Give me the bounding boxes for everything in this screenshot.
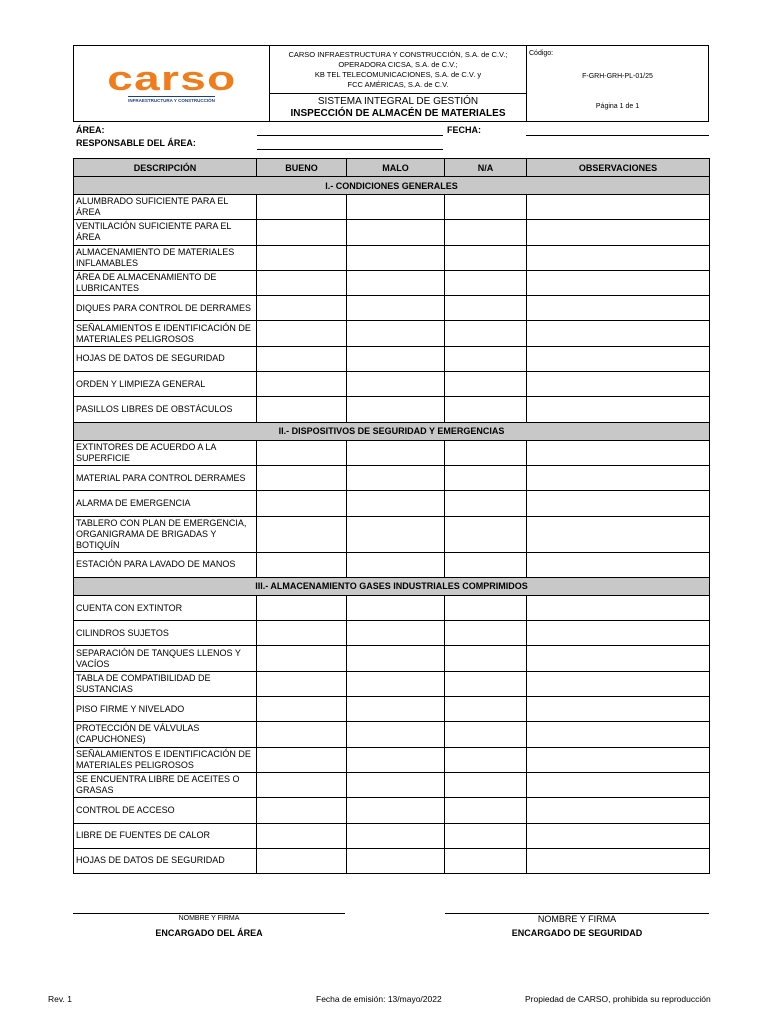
item-description: ALMACENAMIENTO DE MATERIALES INFLAMABLES [74, 245, 257, 270]
document-header [73, 45, 709, 122]
malo-cell[interactable] [347, 516, 445, 552]
date-label: FECHA: [447, 125, 481, 135]
observaciones-cell[interactable] [527, 220, 710, 245]
bueno-cell[interactable] [257, 595, 347, 620]
table-row [74, 245, 710, 270]
item-description: MATERIAL PARA CONTROL DERRAMES [74, 465, 257, 490]
document-title: INSPECCIÓN DE ALMACÉN DE MATERIALES [290, 108, 506, 119]
malo-cell[interactable] [347, 220, 445, 245]
table-row [74, 440, 710, 465]
bueno-cell[interactable] [257, 195, 347, 220]
na-cell[interactable] [445, 245, 527, 270]
section-title: I.- CONDICIONES GENERALES [74, 177, 710, 195]
observaciones-cell[interactable] [527, 440, 710, 465]
company-names [270, 46, 526, 94]
observaciones-cell[interactable] [527, 245, 710, 270]
code-value: F-GRH-GRH-PL-01/25 [582, 73, 653, 80]
bueno-cell[interactable] [257, 722, 347, 747]
observaciones-cell[interactable] [527, 772, 710, 797]
table-row [74, 296, 710, 321]
system-name: SISTEMA INTEGRAL DE GESTIÓN [317, 96, 479, 107]
na-cell[interactable] [445, 270, 527, 295]
malo-cell[interactable] [347, 346, 445, 371]
responsible-label: RESPONSABLE DEL ÁREA: [76, 138, 196, 148]
item-description: EXTINTORES DE ACUERDO A LA SUPERFICIE [74, 440, 257, 465]
bueno-cell[interactable] [257, 798, 347, 823]
observaciones-cell[interactable] [527, 195, 710, 220]
table-row [74, 646, 710, 671]
malo-cell[interactable] [347, 772, 445, 797]
malo-cell[interactable] [347, 491, 445, 516]
na-cell[interactable] [445, 552, 527, 577]
signature-role: ENCARGADO DE SEGURIDAD [511, 928, 643, 938]
table-row [74, 270, 710, 295]
na-cell[interactable] [445, 296, 527, 321]
item-description: HOJAS DE DATOS DE SEGURIDAD [74, 346, 257, 371]
observaciones-cell[interactable] [527, 621, 710, 646]
inspection-table [73, 158, 710, 874]
section-title: III.- ALMACENAMIENTO GASES INDUSTRIALES COMPRIMIDOS [74, 577, 710, 595]
table-row [74, 697, 710, 722]
table-row [74, 798, 710, 823]
na-cell[interactable] [445, 195, 527, 220]
malo-cell[interactable] [347, 465, 445, 490]
observaciones-cell[interactable] [527, 848, 710, 873]
column-header: BUENO [257, 159, 347, 177]
table-row [74, 772, 710, 797]
issue-date: Fecha de emisión: 13/mayo/2022 [316, 994, 442, 1004]
observaciones-cell[interactable] [527, 270, 710, 295]
column-header: OBSERVACIONES [527, 159, 710, 177]
bueno-cell[interactable] [257, 245, 347, 270]
na-cell[interactable] [445, 491, 527, 516]
na-cell[interactable] [445, 823, 527, 848]
malo-cell[interactable] [347, 697, 445, 722]
na-cell[interactable] [445, 646, 527, 671]
observaciones-cell[interactable] [527, 491, 710, 516]
section-header-row [74, 422, 710, 440]
document-code [527, 46, 708, 121]
bueno-cell[interactable] [257, 270, 347, 295]
table-row [74, 595, 710, 620]
item-description: ÁREA DE ALMACENAMIENTO DE LUBRICANTES [74, 270, 257, 295]
malo-cell[interactable] [347, 397, 445, 422]
malo-cell[interactable] [347, 848, 445, 873]
malo-cell[interactable] [347, 296, 445, 321]
logo-wordmark: carso [106, 60, 237, 98]
item-description: PASILLOS LIBRES DE OBSTÁCULOS [74, 397, 257, 422]
table-row [74, 516, 710, 552]
item-description: SEÑALAMIENTOS E IDENTIFICACIÓN DE MATERIALES PELIGROSOS [74, 747, 257, 772]
table-body [74, 177, 710, 874]
observaciones-cell[interactable] [527, 346, 710, 371]
malo-cell[interactable] [347, 440, 445, 465]
bueno-cell[interactable] [257, 465, 347, 490]
item-description: TABLERO CON PLAN DE EMERGENCIA, ORGANIGRAMA DE BRIGADAS Y BOTIQUÍN [74, 516, 257, 552]
item-description: CONTROL DE ACCESO [74, 798, 257, 823]
item-description: ESTACIÓN PARA LAVADO DE MANOS [74, 552, 257, 577]
item-description: ALUMBRADO SUFICIENTE PARA EL ÁREA [74, 195, 257, 220]
bueno-cell[interactable] [257, 848, 347, 873]
section-header-row [74, 577, 710, 595]
table-row [74, 372, 710, 397]
bueno-cell[interactable] [257, 646, 347, 671]
area-signature-line[interactable] [73, 913, 345, 914]
observaciones-cell[interactable] [527, 372, 710, 397]
item-description: CILINDROS SUJETOS [74, 621, 257, 646]
bueno-cell[interactable] [257, 772, 347, 797]
na-cell[interactable] [445, 516, 527, 552]
signature-caption: NOMBRE Y FIRMA [178, 915, 240, 922]
table-row [74, 722, 710, 747]
na-cell[interactable] [445, 772, 527, 797]
company-line: FCC AMÉRICAS, S.A. de C.V. [347, 80, 449, 89]
na-cell[interactable] [445, 671, 527, 696]
area-field[interactable] [257, 135, 443, 136]
date-field[interactable] [526, 135, 709, 136]
observaciones-cell[interactable] [527, 516, 710, 552]
observaciones-cell[interactable] [527, 465, 710, 490]
na-cell[interactable] [445, 621, 527, 646]
item-description: SEPARACIÓN DE TANQUES LLENOS Y VACÍOS [74, 646, 257, 671]
table-row [74, 195, 710, 220]
table-row [74, 465, 710, 490]
observaciones-cell[interactable] [527, 321, 710, 346]
item-description: VENTILACIÓN SUFICIENTE PARA EL ÁREA [74, 220, 257, 245]
na-cell[interactable] [445, 747, 527, 772]
na-cell[interactable] [445, 346, 527, 371]
na-cell[interactable] [445, 722, 527, 747]
malo-cell[interactable] [347, 595, 445, 620]
bueno-cell[interactable] [257, 372, 347, 397]
item-description: DIQUES PARA CONTROL DE DERRAMES [74, 296, 257, 321]
malo-cell[interactable] [347, 798, 445, 823]
bueno-cell[interactable] [257, 671, 347, 696]
malo-cell[interactable] [347, 646, 445, 671]
observaciones-cell[interactable] [527, 722, 710, 747]
na-cell[interactable] [445, 798, 527, 823]
table-row [74, 747, 710, 772]
observaciones-cell[interactable] [527, 671, 710, 696]
observaciones-cell[interactable] [527, 646, 710, 671]
area-label: ÁREA: [76, 125, 105, 135]
malo-cell[interactable] [347, 270, 445, 295]
malo-cell[interactable] [347, 245, 445, 270]
bueno-cell[interactable] [257, 552, 347, 577]
table-header-row [74, 159, 710, 177]
na-cell[interactable] [445, 372, 527, 397]
malo-cell[interactable] [347, 823, 445, 848]
observaciones-cell[interactable] [527, 552, 710, 577]
malo-cell[interactable] [347, 747, 445, 772]
bueno-cell[interactable] [257, 491, 347, 516]
observaciones-cell[interactable] [527, 747, 710, 772]
table-row [74, 220, 710, 245]
company-line: CARSO INFRAESTRUCTURA Y CONSTRUCCIÓN, S.A. de C.V.; [288, 50, 508, 59]
column-header: MALO [347, 159, 445, 177]
na-cell[interactable] [445, 397, 527, 422]
logo-subtitle: INFRAESTRUCTURA Y CONSTRUCCIÓN [128, 98, 215, 103]
malo-cell[interactable] [347, 372, 445, 397]
table-row [74, 552, 710, 577]
na-cell[interactable] [445, 595, 527, 620]
malo-cell[interactable] [347, 722, 445, 747]
section-title: II.- DISPOSITIVOS DE SEGURIDAD Y EMERGENCIAS [74, 422, 710, 440]
na-cell[interactable] [445, 440, 527, 465]
item-description: SEÑALAMIENTOS E IDENTIFICACIÓN DE MATERIALES PELIGROSOS [74, 321, 257, 346]
bueno-cell[interactable] [257, 397, 347, 422]
company-line: KB TEL TELECOMUNICACIONES, S.A. de C.V. y [314, 70, 482, 79]
na-cell[interactable] [445, 321, 527, 346]
observaciones-cell[interactable] [527, 397, 710, 422]
observaciones-cell[interactable] [527, 823, 710, 848]
na-cell[interactable] [445, 848, 527, 873]
item-description: ALARMA DE EMERGENCIA [74, 491, 257, 516]
responsible-field[interactable] [257, 149, 443, 150]
malo-cell[interactable] [347, 671, 445, 696]
bueno-cell[interactable] [257, 321, 347, 346]
observaciones-cell[interactable] [527, 697, 710, 722]
item-description: CUENTA CON EXTINTOR [74, 595, 257, 620]
table-row [74, 621, 710, 646]
bueno-cell[interactable] [257, 220, 347, 245]
table-row [74, 346, 710, 371]
malo-cell[interactable] [347, 552, 445, 577]
table-row [74, 491, 710, 516]
bueno-cell[interactable] [257, 346, 347, 371]
observaciones-cell[interactable] [527, 296, 710, 321]
bueno-cell[interactable] [257, 747, 347, 772]
observaciones-cell[interactable] [527, 595, 710, 620]
company-line: OPERADORA CICSA, S.A. de C.V.; [338, 60, 458, 69]
item-description: SE ENCUENTRA LIBRE DE ACEITES O GRASAS [74, 772, 257, 797]
property-notice: Propiedad de CARSO, prohibida su reproducción [525, 994, 711, 1004]
observaciones-cell[interactable] [527, 798, 710, 823]
table-row [74, 397, 710, 422]
item-description: PROTECCIÓN DE VÁLVULAS (CAPUCHONES) [74, 722, 257, 747]
na-cell[interactable] [445, 465, 527, 490]
table-row [74, 671, 710, 696]
item-description: HOJAS DE DATOS DE SEGURIDAD [74, 848, 257, 873]
item-description: LIBRE DE FUENTES DE CALOR [74, 823, 257, 848]
column-header: N/A [445, 159, 527, 177]
company-info [270, 46, 527, 121]
bueno-cell[interactable] [257, 296, 347, 321]
revision-number: Rev. 1 [48, 994, 72, 1004]
table-row [74, 848, 710, 873]
section-header-row [74, 177, 710, 195]
table-row [74, 823, 710, 848]
code-label: Código: [529, 50, 554, 57]
page-info: Página 1 de 1 [595, 103, 640, 110]
bueno-cell[interactable] [257, 516, 347, 552]
signature-role: ENCARGADO DEL ÁREA [155, 928, 263, 938]
signature-caption: NOMBRE Y FIRMA [537, 914, 617, 924]
bueno-cell[interactable] [257, 823, 347, 848]
item-description: ORDEN Y LIMPIEZA GENERAL [74, 372, 257, 397]
table-row [74, 321, 710, 346]
na-cell[interactable] [445, 697, 527, 722]
malo-cell[interactable] [347, 621, 445, 646]
malo-cell[interactable] [347, 321, 445, 346]
malo-cell[interactable] [347, 195, 445, 220]
item-description: TABLA DE COMPATIBILIDAD DE SUSTANCIAS [74, 671, 257, 696]
bueno-cell[interactable] [257, 440, 347, 465]
bueno-cell[interactable] [257, 621, 347, 646]
na-cell[interactable] [445, 220, 527, 245]
bueno-cell[interactable] [257, 697, 347, 722]
item-description: PISO FIRME Y NIVELADO [74, 697, 257, 722]
column-header: DESCRIPCIÓN [74, 159, 257, 177]
carso-logo [74, 46, 270, 121]
